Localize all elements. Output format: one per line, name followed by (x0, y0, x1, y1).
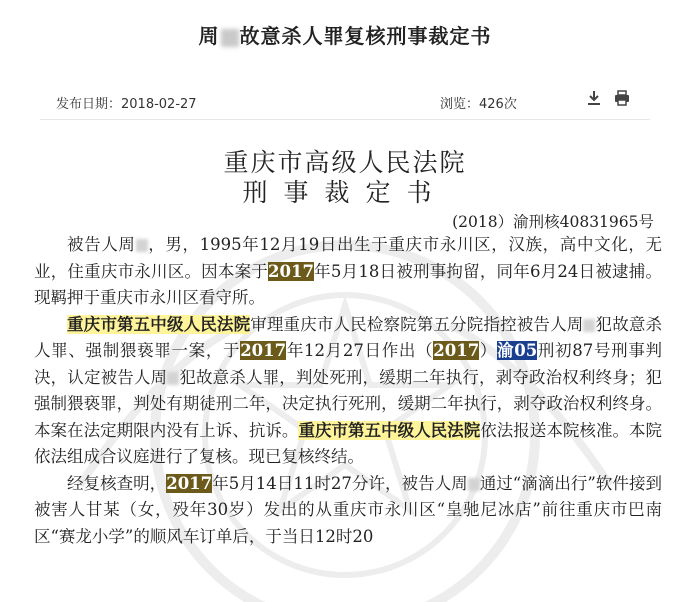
document-body (34, 232, 662, 550)
page-title (0, 20, 690, 49)
view-count: 浏览：426次 (440, 97, 517, 112)
download-icon[interactable] (586, 90, 602, 106)
redacted-name (468, 478, 480, 491)
highlight-year: 2017 (433, 341, 480, 360)
redacted-name (167, 372, 179, 385)
paragraph-facts: 经复核查明，2017年5月14日11时27分许，被告人周 通过“滴滴出行”软件接到被害人甘某（女，殁年30岁）发出的从重庆市永川区“皇驰尼冰店”前往重庆市巴南区“赛龙小学”的顺风车订单后，于当日12时20 (34, 473, 662, 546)
case-number: (2018）渝刑核40831965号 (452, 213, 654, 231)
document-type: 刑事裁定书 (242, 178, 448, 207)
publish-date: 发布日期：2018-02-27 (56, 97, 197, 112)
title-prefix: 周 (198, 24, 220, 48)
paragraph-procedure: 重庆市第五中级人民法院审理重庆市人民检察院第五分院指控被告人周 犯故意杀人罪、强制猥亵罪一案，于2017年12月27日作出（2017）渝05刑初87号刑事判决，认定被告人周 犯故意杀人罪，判处死刑，缓期二年执行，剥夺政治权利终身；犯强制猥亵罪，判处有期徒刑二年，决定执行死刑，缓期二年执行，剥夺政治权利终身。本案在法定期限内没有上诉、抗诉。重庆市第五中级人民法院依法报送本院核准。本院依法组成合议庭进行了复核。现已复核终结。 (34, 314, 663, 466)
highlight-court-code: 渝05 (497, 341, 538, 360)
highlight-court: 重庆市第五中级人民法院 (67, 314, 251, 334)
title-suffix: 故意杀人罪复核刑事裁定书 (239, 24, 492, 48)
divider (40, 119, 650, 120)
highlight-year: 2017 (166, 473, 213, 493)
toolbar (586, 90, 630, 106)
highlight-court: 重庆市第五中级人民法院 (298, 420, 481, 440)
highlight-year: 2017 (268, 261, 314, 281)
highlight-year: 2017 (240, 341, 287, 360)
paragraph-defendant: 被告人周 ，男，1995年12月19日出生于重庆市永川区，汉族，高中文化，无业，住重庆市永川区。因本案于2017年5月18日被刑事拘留，同年6月24日被逮捕。现羁押于重庆市永川区看守所。 (34, 235, 663, 307)
redacted-name (583, 319, 595, 332)
redacted-name (136, 239, 148, 252)
redacted-name (221, 29, 239, 47)
court-name: 重庆市高级人民法院 (223, 148, 467, 177)
print-icon[interactable] (614, 90, 630, 106)
